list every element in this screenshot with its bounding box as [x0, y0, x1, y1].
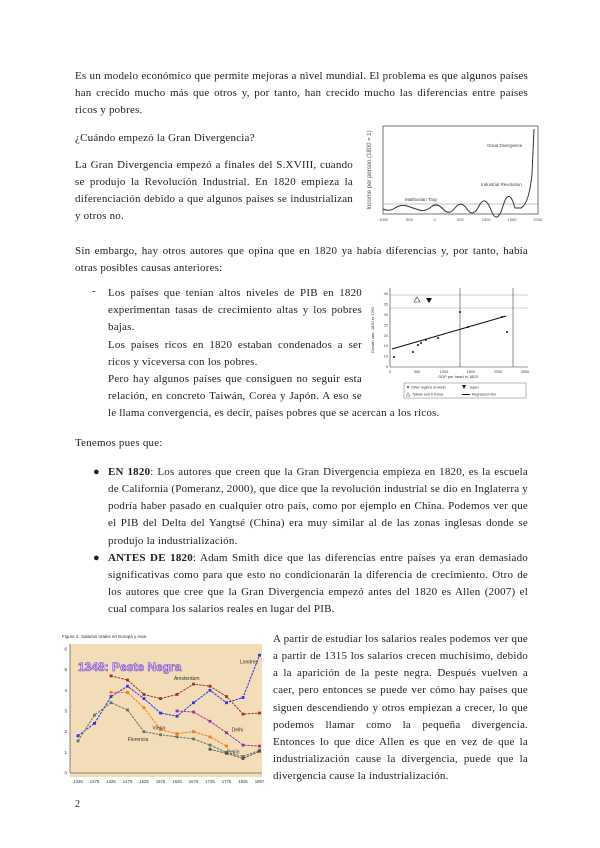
x-tick-label: 1425 [106, 778, 116, 784]
fig1-xtick: 1000 [481, 216, 491, 222]
great-divergence-figure [361, 124, 541, 224]
data-point [159, 733, 162, 736]
series-label: Viena [152, 725, 166, 732]
fig1-xtick: 500 [457, 216, 464, 222]
data-point [242, 712, 245, 715]
data-point [143, 693, 146, 696]
fig2-ytick: 5 [385, 365, 388, 370]
data-point [176, 693, 179, 696]
data-point [192, 737, 195, 740]
data-point [126, 708, 129, 711]
data-point [192, 710, 195, 713]
data-point [159, 711, 162, 714]
fig1-xtick: 2000 [533, 216, 543, 222]
series-label: Delhi [231, 727, 244, 734]
fig2-ylabel: Growth rate, 1820 to 1992 [370, 306, 375, 354]
data-point [192, 730, 195, 733]
data-point [209, 735, 212, 738]
legend-label: Regression line [472, 392, 497, 397]
fig1-malthusian-trap-label: Malthusian Trap [405, 196, 438, 202]
data-point [225, 731, 228, 734]
data-point [209, 689, 212, 692]
data-point [110, 695, 113, 698]
page-body [62, 68, 543, 791]
data-point [209, 720, 212, 723]
data-point [126, 691, 129, 694]
dash-marker: - [92, 285, 96, 298]
data-point [242, 757, 245, 760]
x-tick-label: 1725 [205, 778, 215, 784]
fig2-xtick: 2500 [520, 370, 530, 375]
fig2-xtick: 1500 [466, 370, 476, 375]
data-point [242, 743, 245, 746]
data-point [192, 682, 195, 685]
y-tick-label: 5 [64, 666, 67, 672]
fig2-xtick: 2000 [493, 370, 503, 375]
y-tick-label: 6 [64, 646, 67, 652]
fig1-industrial-revolution-label: Industrial Revolution [481, 181, 522, 187]
fig2-ytick: 30 [383, 313, 388, 318]
fig2-xtick: 0 [388, 370, 392, 375]
bullet-text: : Adam Smith dice que las diferencias entre países ya eran demasiado significativas como para que esto no condicionarán la diferencia de crecimiento. Otro de los autores que cree que la Gran Divergencia empezó antes del 1820 es Allen (2007) el cual compara los salarios reales en lugar del PIB. [108, 551, 528, 616]
data-point [192, 701, 195, 704]
x-tick-label: 1575 [155, 778, 166, 784]
fig2-ytick: 20 [383, 333, 388, 338]
dash-paragraph: Los países que tenían altos niveles de PIB en 1820 experimentan tasas de crecimiento altas y los pobres bajas. [108, 287, 362, 334]
legend-label: Taiwan and S Korea [412, 392, 444, 397]
data-point [110, 674, 113, 677]
summary-lead: Tenemos pues que: [75, 436, 163, 449]
fig2-xlabel: GDP per head in 1820 [438, 374, 478, 380]
data-point [225, 744, 228, 747]
real-wages-chart [60, 631, 265, 791]
growth-scatter-figure [368, 285, 530, 400]
intro-paragraph: Es un modelo económico que permite mejoras a nivel mundial. El problema es que algunos países han crecido mucho más que otros y, por tanto, han crecido mucho las diferencias entre países ricos y pobres. [75, 70, 528, 117]
bullet-item-1820 [93, 464, 528, 550]
data-point [209, 743, 212, 746]
data-point [176, 714, 179, 717]
fig1-great-divergence-label: Great Divergence [487, 142, 523, 148]
fig1-xtick: -1000 [377, 216, 389, 222]
bullet-dot: ● [93, 551, 100, 564]
y-tick-label: 3 [64, 708, 67, 714]
data-point [77, 739, 80, 742]
fig1-xtick: 0 [433, 216, 436, 222]
data-point [242, 696, 245, 699]
bullet-heading: EN 1820 [108, 465, 151, 478]
chart-annotation: 1348: Peste Negra [78, 659, 182, 674]
data-point [258, 653, 261, 656]
fig2-ytick: 25 [383, 323, 388, 328]
x-tick-label: 1475 [122, 778, 133, 784]
x-tick-label: 1525 [139, 778, 149, 784]
x-tick-label: 1867 [254, 778, 265, 784]
data-point [126, 678, 129, 681]
bullet-heading: ANTES DE 1820 [108, 551, 193, 564]
fig2-xtick: 1000 [439, 370, 449, 375]
data-point [258, 744, 261, 747]
fig2-xtick: 500 [413, 370, 421, 375]
x-tick-label: 1775 [221, 778, 232, 784]
data-point [176, 732, 179, 735]
data-point [143, 730, 146, 733]
data-point [93, 722, 96, 725]
data-point [110, 691, 113, 694]
legend-label: Japan [469, 385, 479, 390]
dash-paragraph: Los países ricos en 1820 estaban condenados a ser ricos y viceversa con los pobres. [108, 338, 362, 368]
x-tick-label: 1375 [89, 778, 100, 784]
fig2-ytick: 15 [383, 344, 388, 349]
data-point [225, 701, 228, 704]
data-point [258, 711, 261, 714]
y-tick-label: 4 [64, 687, 67, 693]
y-tick-label: 0 [64, 770, 67, 776]
data-point [176, 709, 179, 712]
divergence-paragraph: La Gran Divergencia empezó a finales del S.XVIII, cuando se produjo la Revolución Industrial. En 1820 empieza la diferenciación debido a que algunos países se industrializan y otros no. [75, 158, 353, 223]
bullet-dot: ● [93, 465, 100, 478]
series-label: Florencia [127, 736, 149, 743]
bullet-item-before-1820 [93, 550, 528, 619]
y-tick-label: 2 [64, 728, 67, 734]
data-point [110, 701, 113, 704]
x-tick-label: 1825 [238, 778, 248, 784]
y-tick-label: 1 [64, 749, 67, 755]
x-tick-label: 1675 [188, 778, 199, 784]
wages-paragraph: A partir de estudiar los salarios reales podemos ver que a partir de 1315 los salarios crecen muchísimo, debido a la aparición de la peste negra. Después vuelven a caer, pero entonces se puede ver cómo hay países que siguen descendiendo y otros empiezan a crecer, lo que podemos llamar como la pequeña divergencia. Entonces lo que dice Allen es que en vez de que la industrialización cause la divergencia, puede que la divergencia cause la industrialización. [273, 632, 528, 783]
data-point [93, 713, 96, 716]
fig1-ylabel: Income per person (1800 = 1) [367, 130, 373, 210]
data-point [225, 695, 228, 698]
data-point [143, 697, 146, 700]
data-point [143, 706, 146, 709]
series-label: Amsterdam [173, 675, 200, 682]
data-point [77, 734, 80, 737]
data-point [209, 748, 212, 751]
fig1-xtick: 1500 [507, 216, 517, 222]
legend-label: Other regions of world [411, 385, 446, 390]
x-tick-label: 1325 [73, 778, 83, 784]
page-number: 2 [75, 799, 80, 810]
fig2-ytick: 10 [383, 354, 388, 359]
dash-list-item [92, 285, 530, 423]
data-point [126, 684, 129, 687]
dash-paragraph: Pero hay algunos países que consiguen no seguir esta relación, en concreto Taiwán, Corea y Japón. A eso se le llama convergencia, es decir, países pobres que se acercan a los ricos. [108, 373, 440, 420]
fig2-ytick: 35 [383, 302, 388, 307]
data-point [159, 697, 162, 700]
data-point [176, 735, 179, 738]
bullet-list [93, 464, 528, 619]
series-label: Londres [239, 659, 259, 666]
fig1-xtick: -500 [404, 216, 413, 222]
other-authors-paragraph: Sin embargo, hay otros autores que opina que en 1820 ya había diferencias y, por tanto, había otras posibles causas anteriores: [75, 244, 528, 274]
wages-section [62, 631, 528, 791]
question-heading: ¿Cuándo empezó la Gran Divergencia? [75, 131, 255, 144]
data-point [258, 750, 261, 753]
fig2-ytick: 40 [383, 292, 388, 297]
bullet-text: : Los autores que creen que la Gran Divergencia empieza en 1820, es la escuela de California (Pomeranz, 2000), que dice que la revolución industrial se dio en Inglaterra y podría haber pasado en cualquier otro país, como por ejemplo en China. Podemos ver que el PIB del Delta del Yangtsé (China) era muy similar al de las zonas inglesas donde se produjo la industrialización. [108, 465, 528, 547]
data-point [209, 684, 212, 687]
chart-title: Figure 2. Salarios reales en Europa y Asia [62, 633, 147, 639]
x-tick-label: 1625 [172, 778, 182, 784]
series-label: Pekín [226, 749, 240, 756]
